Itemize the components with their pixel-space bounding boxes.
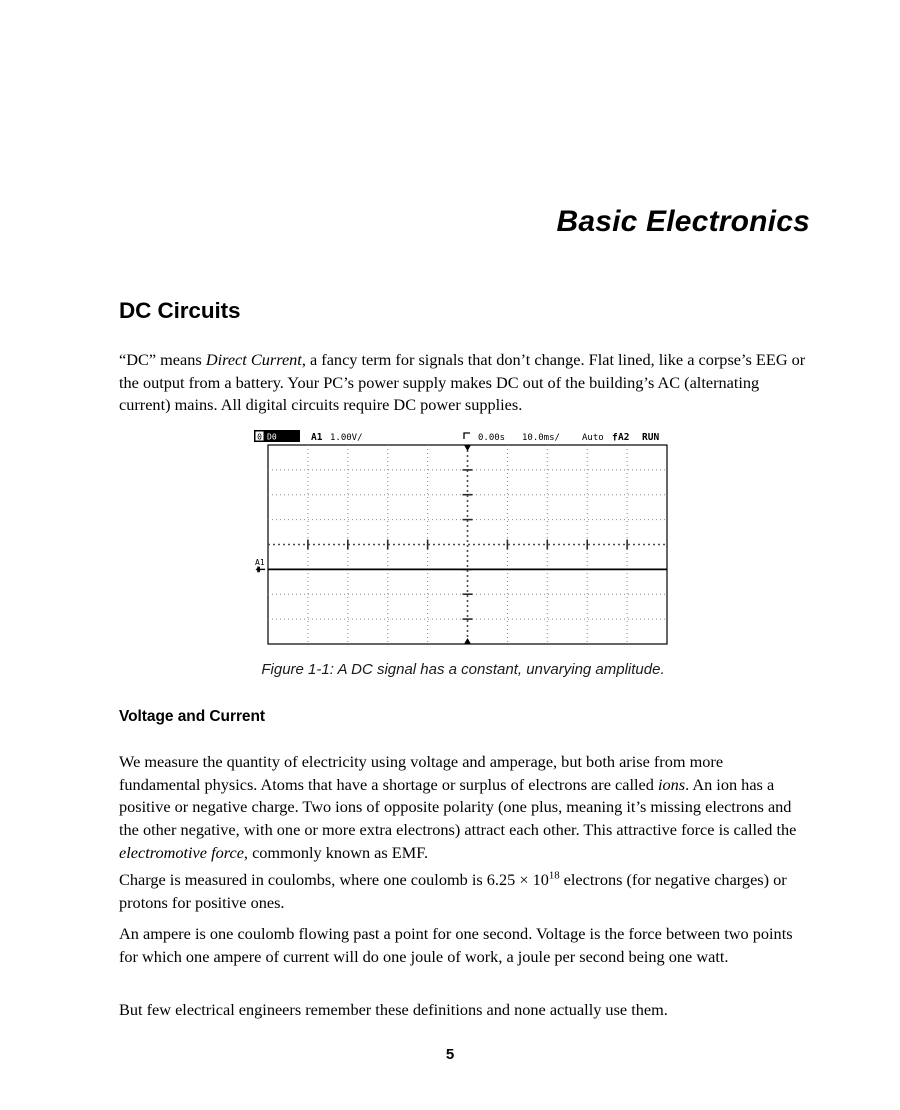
page-number: 5 xyxy=(445,1046,455,1063)
section-heading-voltage-and-current: Voltage and Current xyxy=(119,708,266,725)
paragraph-text-part: , a fancy term for signals that don’t change. Flat lined, like a corpse’s EEG or the output from a battery. Your PC’s power supply makes DC out of the building’s AC (alternating current) mains. All digital circuits require DC power supplies. xyxy=(119,350,806,415)
trace-channel-label: A1 xyxy=(255,558,265,567)
emphasis-electromotive-force: electromotive force xyxy=(119,842,244,862)
ground-reference-icon xyxy=(256,566,266,572)
paragraph-text-part: “DC” means xyxy=(119,350,206,370)
exponent-value: 18 xyxy=(548,869,560,882)
trigger-source-label: A2 xyxy=(618,432,630,443)
digital-index-label: 0 xyxy=(257,432,262,442)
run-state-label: RUN xyxy=(642,432,660,443)
chapter-title: Basic Electronics xyxy=(556,205,810,238)
paragraph-voltage-intro xyxy=(119,751,807,864)
paragraph-closing: But few electrical engineers remember these definitions and none actually use them. xyxy=(119,1000,668,1020)
emphasis-direct-current: Direct Current xyxy=(205,350,302,370)
paragraph-text-part: We measure the quantity of electricity using voltage and amperage, but both arise from more fundamental physics. Atoms that have a shortage or surplus of electrons are called xyxy=(119,752,724,794)
graticule-border xyxy=(268,445,667,644)
figure-caption: Figure 1-1: A DC signal has a constant, unvarying amplitude. xyxy=(261,661,665,678)
trigger-edge-icon: f xyxy=(612,432,618,444)
section-heading-dc-circuits: DC Circuits xyxy=(119,298,241,323)
paragraph-text-part: electrons (for negative charges) or protons for positive ones. xyxy=(119,870,787,912)
oscilloscope-screen xyxy=(254,430,668,645)
oscilloscope-svg xyxy=(254,430,668,645)
trigger-position-icon xyxy=(464,433,470,439)
paragraph-ampere: An ampere is one coulomb flowing past a point for one second. Voltage is the force between two points for which one ampere of current will do one joule of work, a joule per second being one watt. xyxy=(119,924,793,966)
figure-oscilloscope xyxy=(254,430,668,645)
paragraph-dc-circuits xyxy=(119,349,807,417)
emphasis-ions: ions xyxy=(657,774,686,794)
digital-channel-label: D0 xyxy=(267,432,277,442)
channel-label: A1 xyxy=(311,432,323,443)
paragraph-text-part: . An ion has a positive or negative charge. Two ions of opposite polarity (one plus, meaning it’s missing electrons and the other negative, with one or more extra electrons) attract each other. This attractive force is called the xyxy=(119,774,797,840)
paragraph-text-part: , commonly known as EMF. xyxy=(243,842,429,862)
trigger-mode-label: Auto xyxy=(582,433,604,443)
paragraph-charge xyxy=(119,869,807,914)
time-offset-label: 0.00s xyxy=(478,433,506,443)
vertical-scale-label: 1.00V/ xyxy=(330,433,363,443)
paragraph-text-part: Charge is measured in coulombs, where one coulomb is 6.25 × 10 xyxy=(119,870,549,890)
time-scale-label: 10.0ms/ xyxy=(522,433,560,443)
